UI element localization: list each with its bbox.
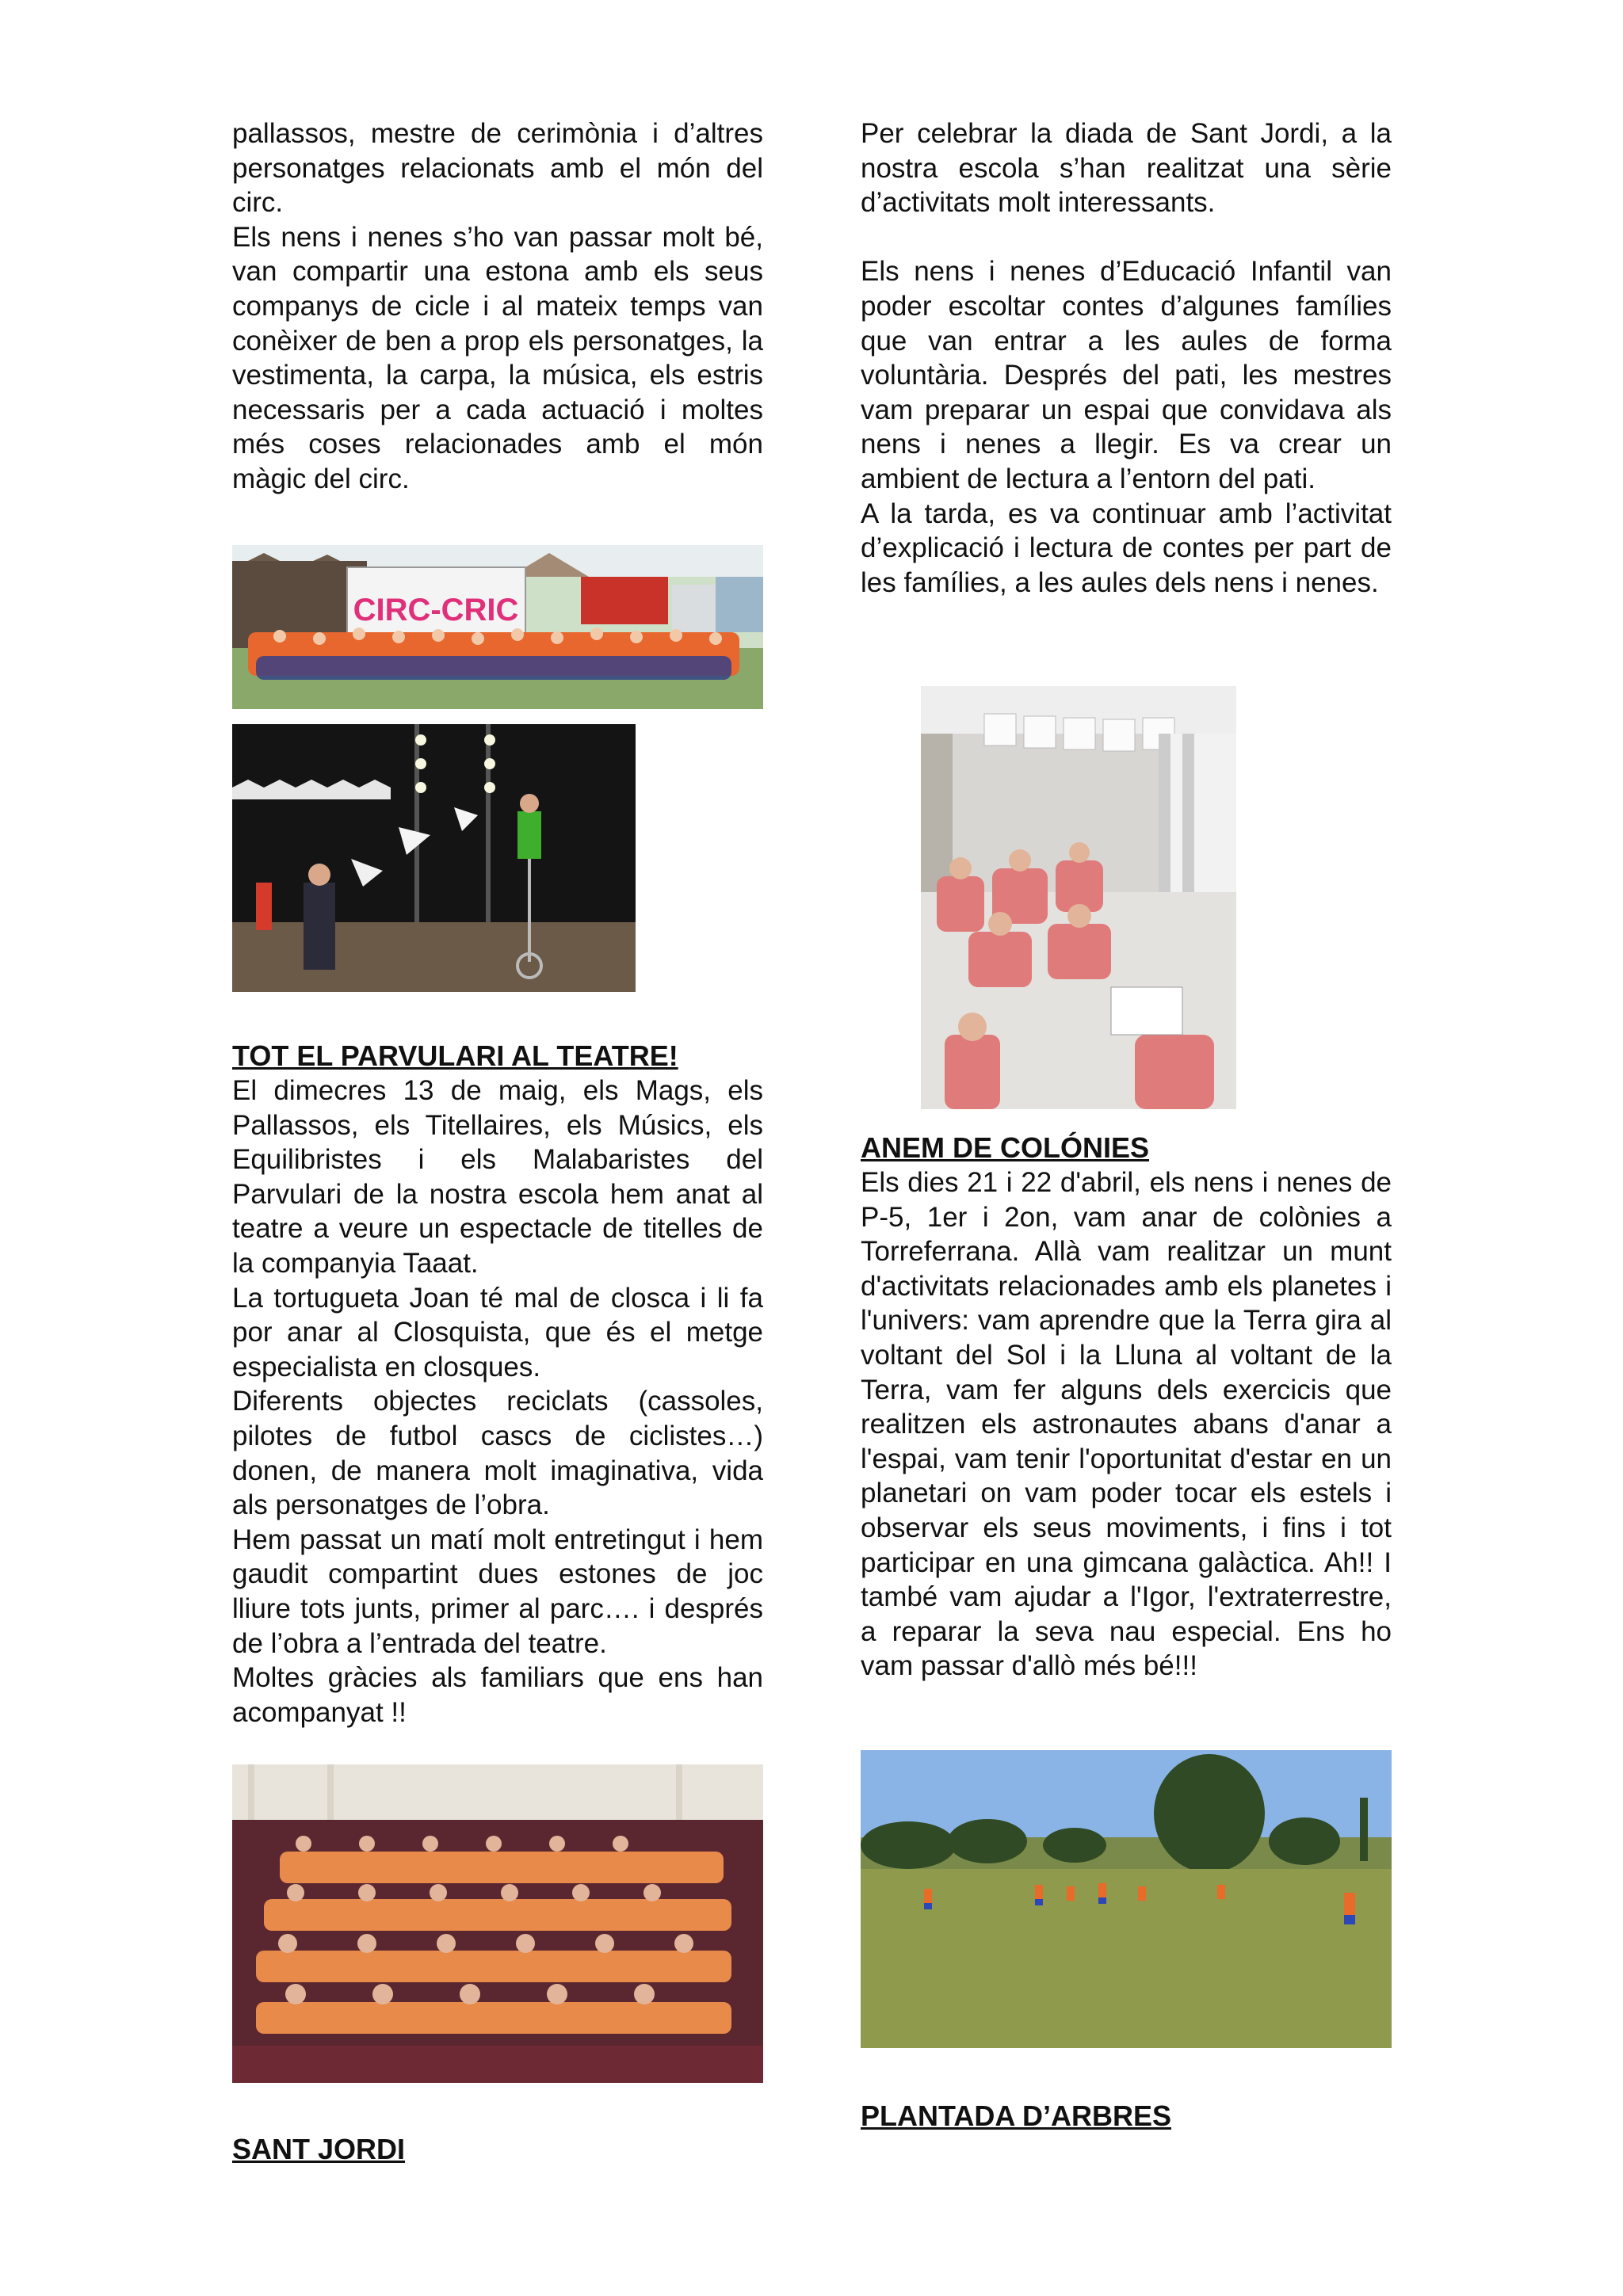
theatre-paragraph-2: La tortugueta Joan té mal de closca i li fa por anar al Closquista, que és el metge especialista en closques. [232, 1282, 763, 1383]
sant-jordi-text [861, 116, 1392, 600]
reading-children-photo [921, 686, 1236, 1109]
colonies-paragraph: Els dies 21 i 22 d'abril, els nens i nenes de P-5, 1er i 2on, vam anar de colònies a Torreferrana. Allà vam realitzar un munt d'activitats relacionades amb els planetes i l'univers: vam aprendre que la Terra gira al voltant del Sol i la Lluna al voltant de la Terra, vam fer alguns dels exercicis que realitzen els astronautes abans d'anar a l'espai, vam tenir l'oportunitat d'estar en un planetari on vam poder tocar els estels i observar els seus moviments, i fins i tot participar en una gimcana galàctica. Ah!! I també vam ajudar a l'Igor, l'extraterrestre, a reparar la seva nau especial. Ens ho vam passar d'allò més bé!!! [861, 1167, 1392, 1682]
circus-group-photo [232, 545, 763, 709]
sant-jordi-paragraph-2: Els nens i nenes d’Educació Infantil van poder escoltar contes d’algunes famílies que van entrar a les aules de forma voluntària. Després del pati, les mestres vam preparar un espai que convidava als nens i nenes a llegir. Es va crear un ambient de lectura a l’entorn del pati. [861, 256, 1392, 494]
sant-jordi-paragraph-3: A la tarda, es va continuar amb l’activitat d’explicació i lectura de contes per part de les famílies, a les aules dels nens i nenes. [861, 498, 1392, 598]
left-intro-text [232, 116, 763, 497]
field-children-photo [861, 1750, 1392, 2048]
theatre-paragraph-1: El dimecres 13 de maig, els Mags, els Pallassos, els Titellaires, els Músics, els Equilibristes i els Malabaristes del Parvulari de la nostra escola hem anat al teatre a veure un espectacle de titelles de la companyia Taaat. [232, 1075, 763, 1279]
colonies-heading: ANEM DE COLÓNIES [861, 1131, 1150, 1164]
intro-paragraph-2: Els nens i nenes s’ho van passar molt bé, van compartir una estona amb els seus companys de cicle i al mateix temps van conèixer de ben a prop els personatges, la vestimenta, la carpa, la música, els estris necessaris per a cada actuació i moltes més coses relacionades amb el món màgic del circ. [232, 221, 763, 494]
theatre-paragraph-5: Moltes gràcies als familiars que ens han acompanyat !! [232, 1662, 763, 1728]
sant-jordi-paragraph-1: Per celebrar la diada de Sant Jordi, a la nostra escola s’han realitzat una sèrie d’activitats molt interessants. [861, 118, 1392, 219]
sant-jordi-heading: SANT JORDI [232, 2133, 406, 2165]
theatre-paragraph-4: Hem passat un matí molt entretingut i hem gaudit compartint dues estones de joc lliure tots junts, primer al parc…. i després de l’obra a l’entrada del teatre. [232, 1524, 763, 1659]
theatre-paragraph-3: Diferents objectes reciclats (cassoles, pilotes de futbol cascs de ciclistes…) donen, de manera molt imaginativa, vida als personatges de l’obra. [232, 1386, 763, 1521]
circus-stage-photo [232, 724, 636, 992]
theatre-text [232, 1074, 763, 1730]
circ-cric-sign: CIRC-CRIC [353, 593, 519, 627]
theatre-heading: TOT EL PARVULARI AL TEATRE! [232, 1039, 678, 1072]
intro-paragraph-1: pallassos, mestre de cerimònia i d’altres personatges relacionats amb el món del circ. [232, 118, 763, 219]
plantada-heading: PLANTADA D’ARBRES [861, 2100, 1171, 2132]
colonies-text [861, 1165, 1392, 1684]
theatre-audience-photo [232, 1764, 763, 2083]
